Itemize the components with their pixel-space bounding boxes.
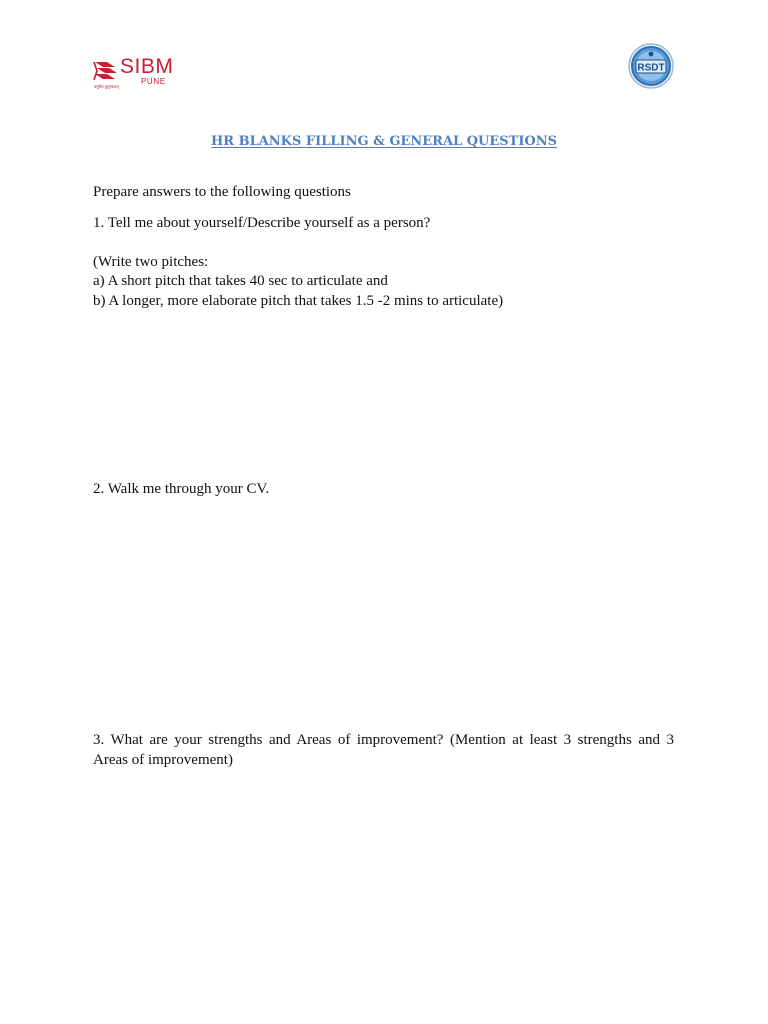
question-3 [93,731,674,770]
question-2: 2. Walk me through your CV. [93,481,270,497]
sibm-city-text: PUNE [141,77,166,86]
rsdt-logo [627,43,675,89]
question-3-line-2: Areas of improvement) [93,751,233,768]
sibm-logo [93,57,183,91]
question-1: 1. Tell me about yourself/Describe yourself as a person? [93,215,431,231]
intro-text: Prepare answers to the following questions [93,184,351,200]
question-1-note-2: a) A short pitch that takes 40 sec to articulate and [93,273,388,289]
question-3-line-1: 3. What are your strengths and Areas of improvement? (Mention at least 3 strengths and 3 [93,732,674,748]
sibm-emblem-icon [93,59,119,83]
question-1-note-3: b) A longer, more elaborate pitch that takes 1.5 -2 mins to articulate) [93,293,504,309]
rsdt-logo-text: RSDT [637,62,665,74]
question-1-note-1: (Write two pitches: [93,254,209,270]
sibm-tagline-text: वसुधैव कुटुम्बकम् [94,84,119,89]
sibm-brand-text: SIBM [120,55,174,78]
page-title: HR BLANKS FILLING & GENERAL QUESTIONS [210,134,558,149]
